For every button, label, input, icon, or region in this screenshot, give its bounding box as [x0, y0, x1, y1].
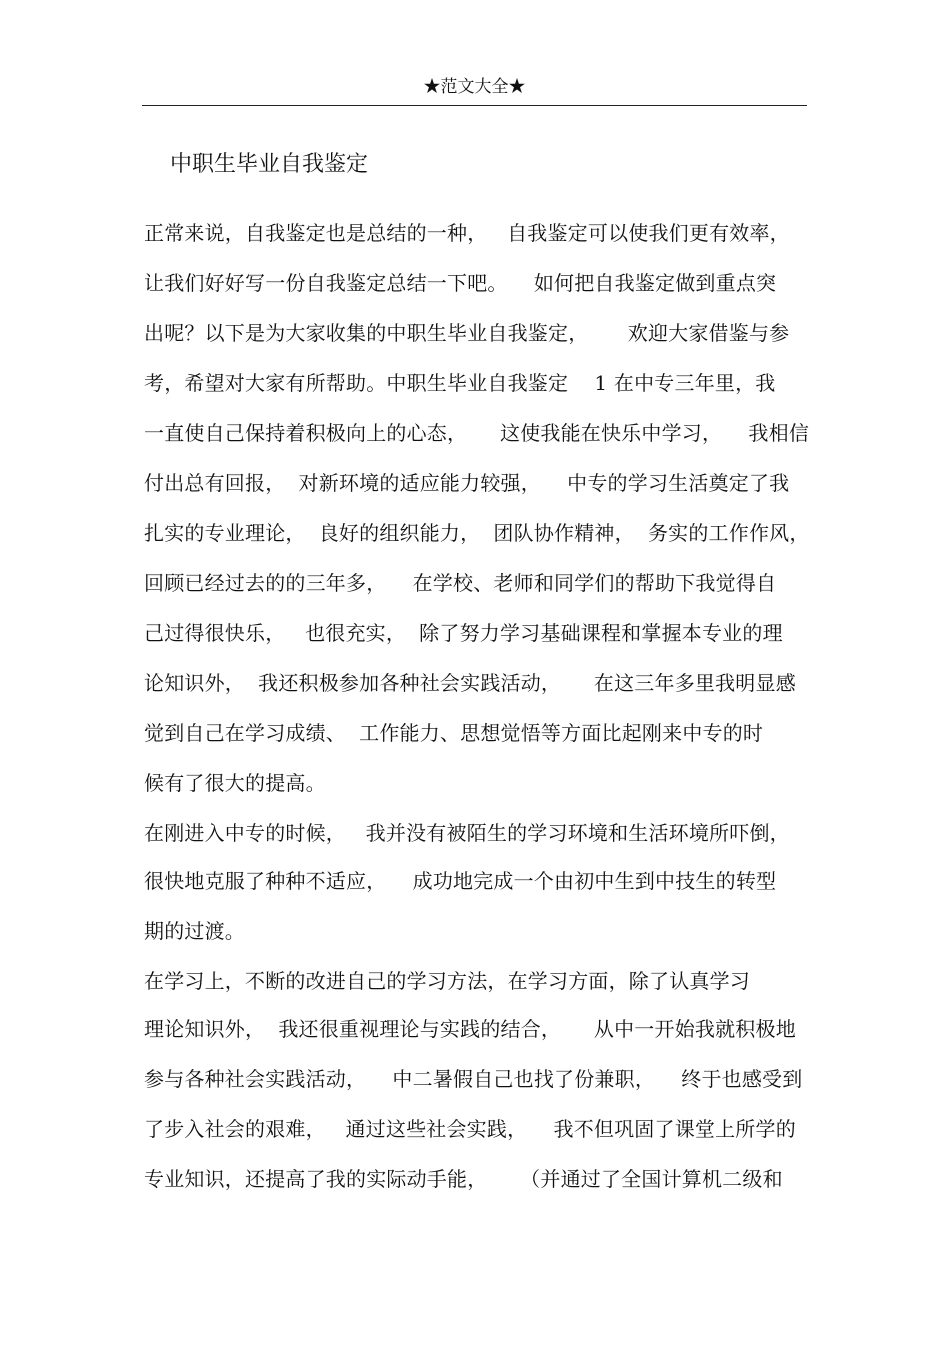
body-line: 让我们好好写一份自我鉴定总结一下吧。 如何把自我鉴定做到重点突: [144, 271, 777, 295]
body-line: 专业知识，还提高了我的实际动手能， （并通过了全国计算机二级和: [144, 1167, 783, 1191]
body-line: 候有了很大的提高。: [144, 771, 326, 795]
body-line: 论知识外， 我还积极参加各种社会实践活动， 在这三年多里我明显感: [144, 671, 796, 695]
body-line: 很快地克服了种种不适应， 成功地完成一个由初中生到中技生的转型: [144, 869, 777, 893]
body-line: 考，希望对大家有所帮助。中职生毕业自我鉴定 1 在中专三年里，我: [144, 371, 776, 395]
header-text: ★范文大全★: [423, 77, 526, 97]
document-title: 中职生毕业自我鉴定: [170, 152, 369, 177]
body-line: 付出总有回报， 对新环境的适应能力较强， 中专的学习生活奠定了我: [144, 471, 790, 495]
body-line: 己过得很快乐， 也很充实， 除了努力学习基础课程和掌握本专业的理: [144, 621, 783, 645]
body-line: 期的过渡。: [144, 919, 245, 943]
document-body: [144, 214, 809, 1210]
body-line: 觉到自己在学习成绩、 工作能力、思想觉悟等方面比起刚来中专的时: [144, 721, 764, 745]
body-line: 正常来说，自我鉴定也是总结的一种， 自我鉴定可以使我们更有效率，: [144, 221, 790, 245]
body-line: 了步入社会的艰难， 通过这些社会实践， 我不但巩固了课堂上所学的: [144, 1117, 796, 1141]
body-line: 在刚进入中专的时候， 我并没有被陌生的学习环境和生活环境所吓倒，: [144, 821, 790, 845]
body-line: 扎实的专业理论， 良好的组织能力， 团队协作精神， 务实的工作作风，: [144, 521, 810, 545]
body-line: 在学习上，不断的改进自己的学习方法，在学习方面，除了认真学习: [144, 969, 750, 993]
body-line: 参与各种社会实践活动， 中二暑假自己也找了份兼职， 终于也感受到: [144, 1067, 803, 1091]
body-line: 一直使自己保持着积极向上的心态， 这使我能在快乐中学习， 我相信: [144, 421, 810, 445]
body-line: 回顾已经过去的的三年多， 在学校、老师和同学们的帮助下我觉得自: [144, 571, 777, 595]
body-line: 出呢？以下是为大家收集的中职生毕业自我鉴定， 欢迎大家借鉴与参: [144, 321, 790, 345]
body-line: 理论知识外， 我还很重视理论与实践的结合， 从中一开始我就积极地: [144, 1017, 796, 1041]
page-header: [142, 74, 807, 106]
